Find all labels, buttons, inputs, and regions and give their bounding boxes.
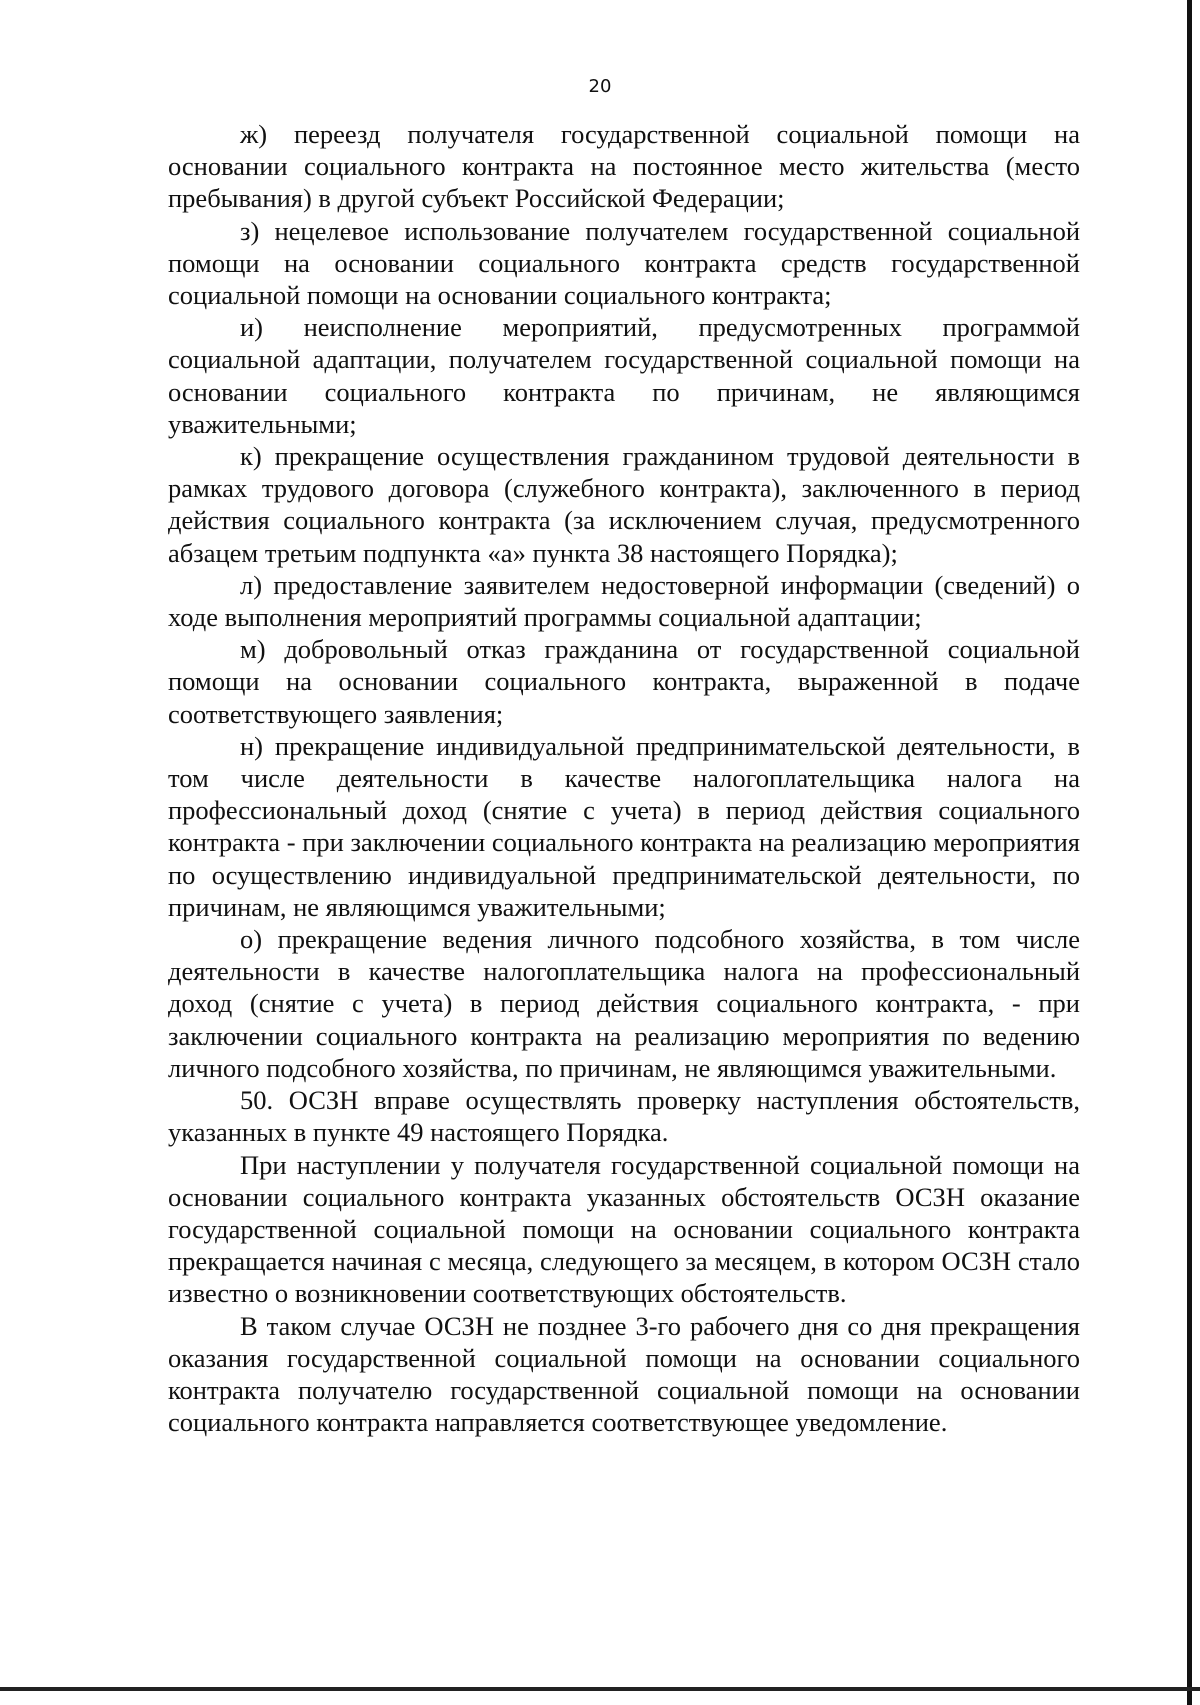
paragraph-zh: ж) переезд получателя государственной социальной помощи на основании социального контракта на постоянное место жительства (место пребывания) в другой субъект Российской Федерации;: [168, 119, 1080, 214]
page-number: 20: [588, 76, 612, 97]
paragraph-o: о) прекращение ведения личного подсобного хозяйства, в том числе деятельности в качестве налогоплательщика налога на профессиональный доход (снятие с учета) в период действия социального контракта, - при заключении социального контракта на реализацию мероприятия по ведению личного подсобного хозяйства, по причинам, не являющимся уважительными.: [168, 924, 1080, 1083]
paragraph-z: з) нецелевое использование получателем государственной социальной помощи на основании социального контракта средств государственной социальной помощи на основании социального контракта;: [168, 215, 1080, 311]
document-body: [168, 118, 1080, 1438]
paragraph-n: н) прекращение индивидуальной предпринимательской деятельности, в том числе деятельности в качестве налогоплательщика налога на профессиональный доход (снятие с учета) в период действия социального контракта - при заключении социального контракта на реализацию мероприятия по осуществлению индивидуальной предпринимательской деятельности, по причинам, не являющимся уважительными;: [168, 730, 1080, 922]
paragraph-notification: В таком случае ОСЗН не позднее 3-го рабочего дня со дня прекращения оказания государственной социальной помощи на основании социального контракта получателю государственной социальной помощи на основании социального контракта направляется соответствующее уведомление.: [168, 1310, 1080, 1438]
paragraph-m: м) добровольный отказ гражданина от государственной социальной помощи на основании социального контракта, выраженной в подаче соответствующего заявления;: [168, 634, 1080, 729]
paragraph-k: к) прекращение осуществления гражданином трудовой деятельности в рамках трудового договора (служебного контракта), заключенного в период действия социального контракта (за исключением случая, предусмотренного абзацем третьим подпункта «а» пункта 38 настоящего Порядка);: [168, 441, 1080, 568]
scan-edge-bottom: [0, 1687, 1200, 1691]
paragraph-50: 50. ОСЗН вправе осуществлять проверку наступления обстоятельств, указанных в пункте 49 настоящего Порядка.: [168, 1085, 1080, 1148]
paragraph-termination: При наступлении у получателя государственной социальной помощи на основании социального контракта указанных обстоятельств ОСЗН оказание государственной социальной помощи на основании социального контракта прекращается начиная с месяца, следующего за месяцем, в котором ОСЗН стало известно о возникновении соответствующих обстоятельств.: [168, 1149, 1080, 1309]
paragraph-i: и) неисполнение мероприятий, предусмотренных программой социальной адаптации, получателем государственной социальной помощи на основании социального контракта по причинам, не являющимся уважительными;: [168, 312, 1080, 439]
paragraph-l: л) предоставление заявителем недостоверной информации (сведений) о ходе выполнения мероприятий программы социальной адаптации;: [168, 569, 1080, 633]
scan-edge-right: [1187, 0, 1192, 1705]
